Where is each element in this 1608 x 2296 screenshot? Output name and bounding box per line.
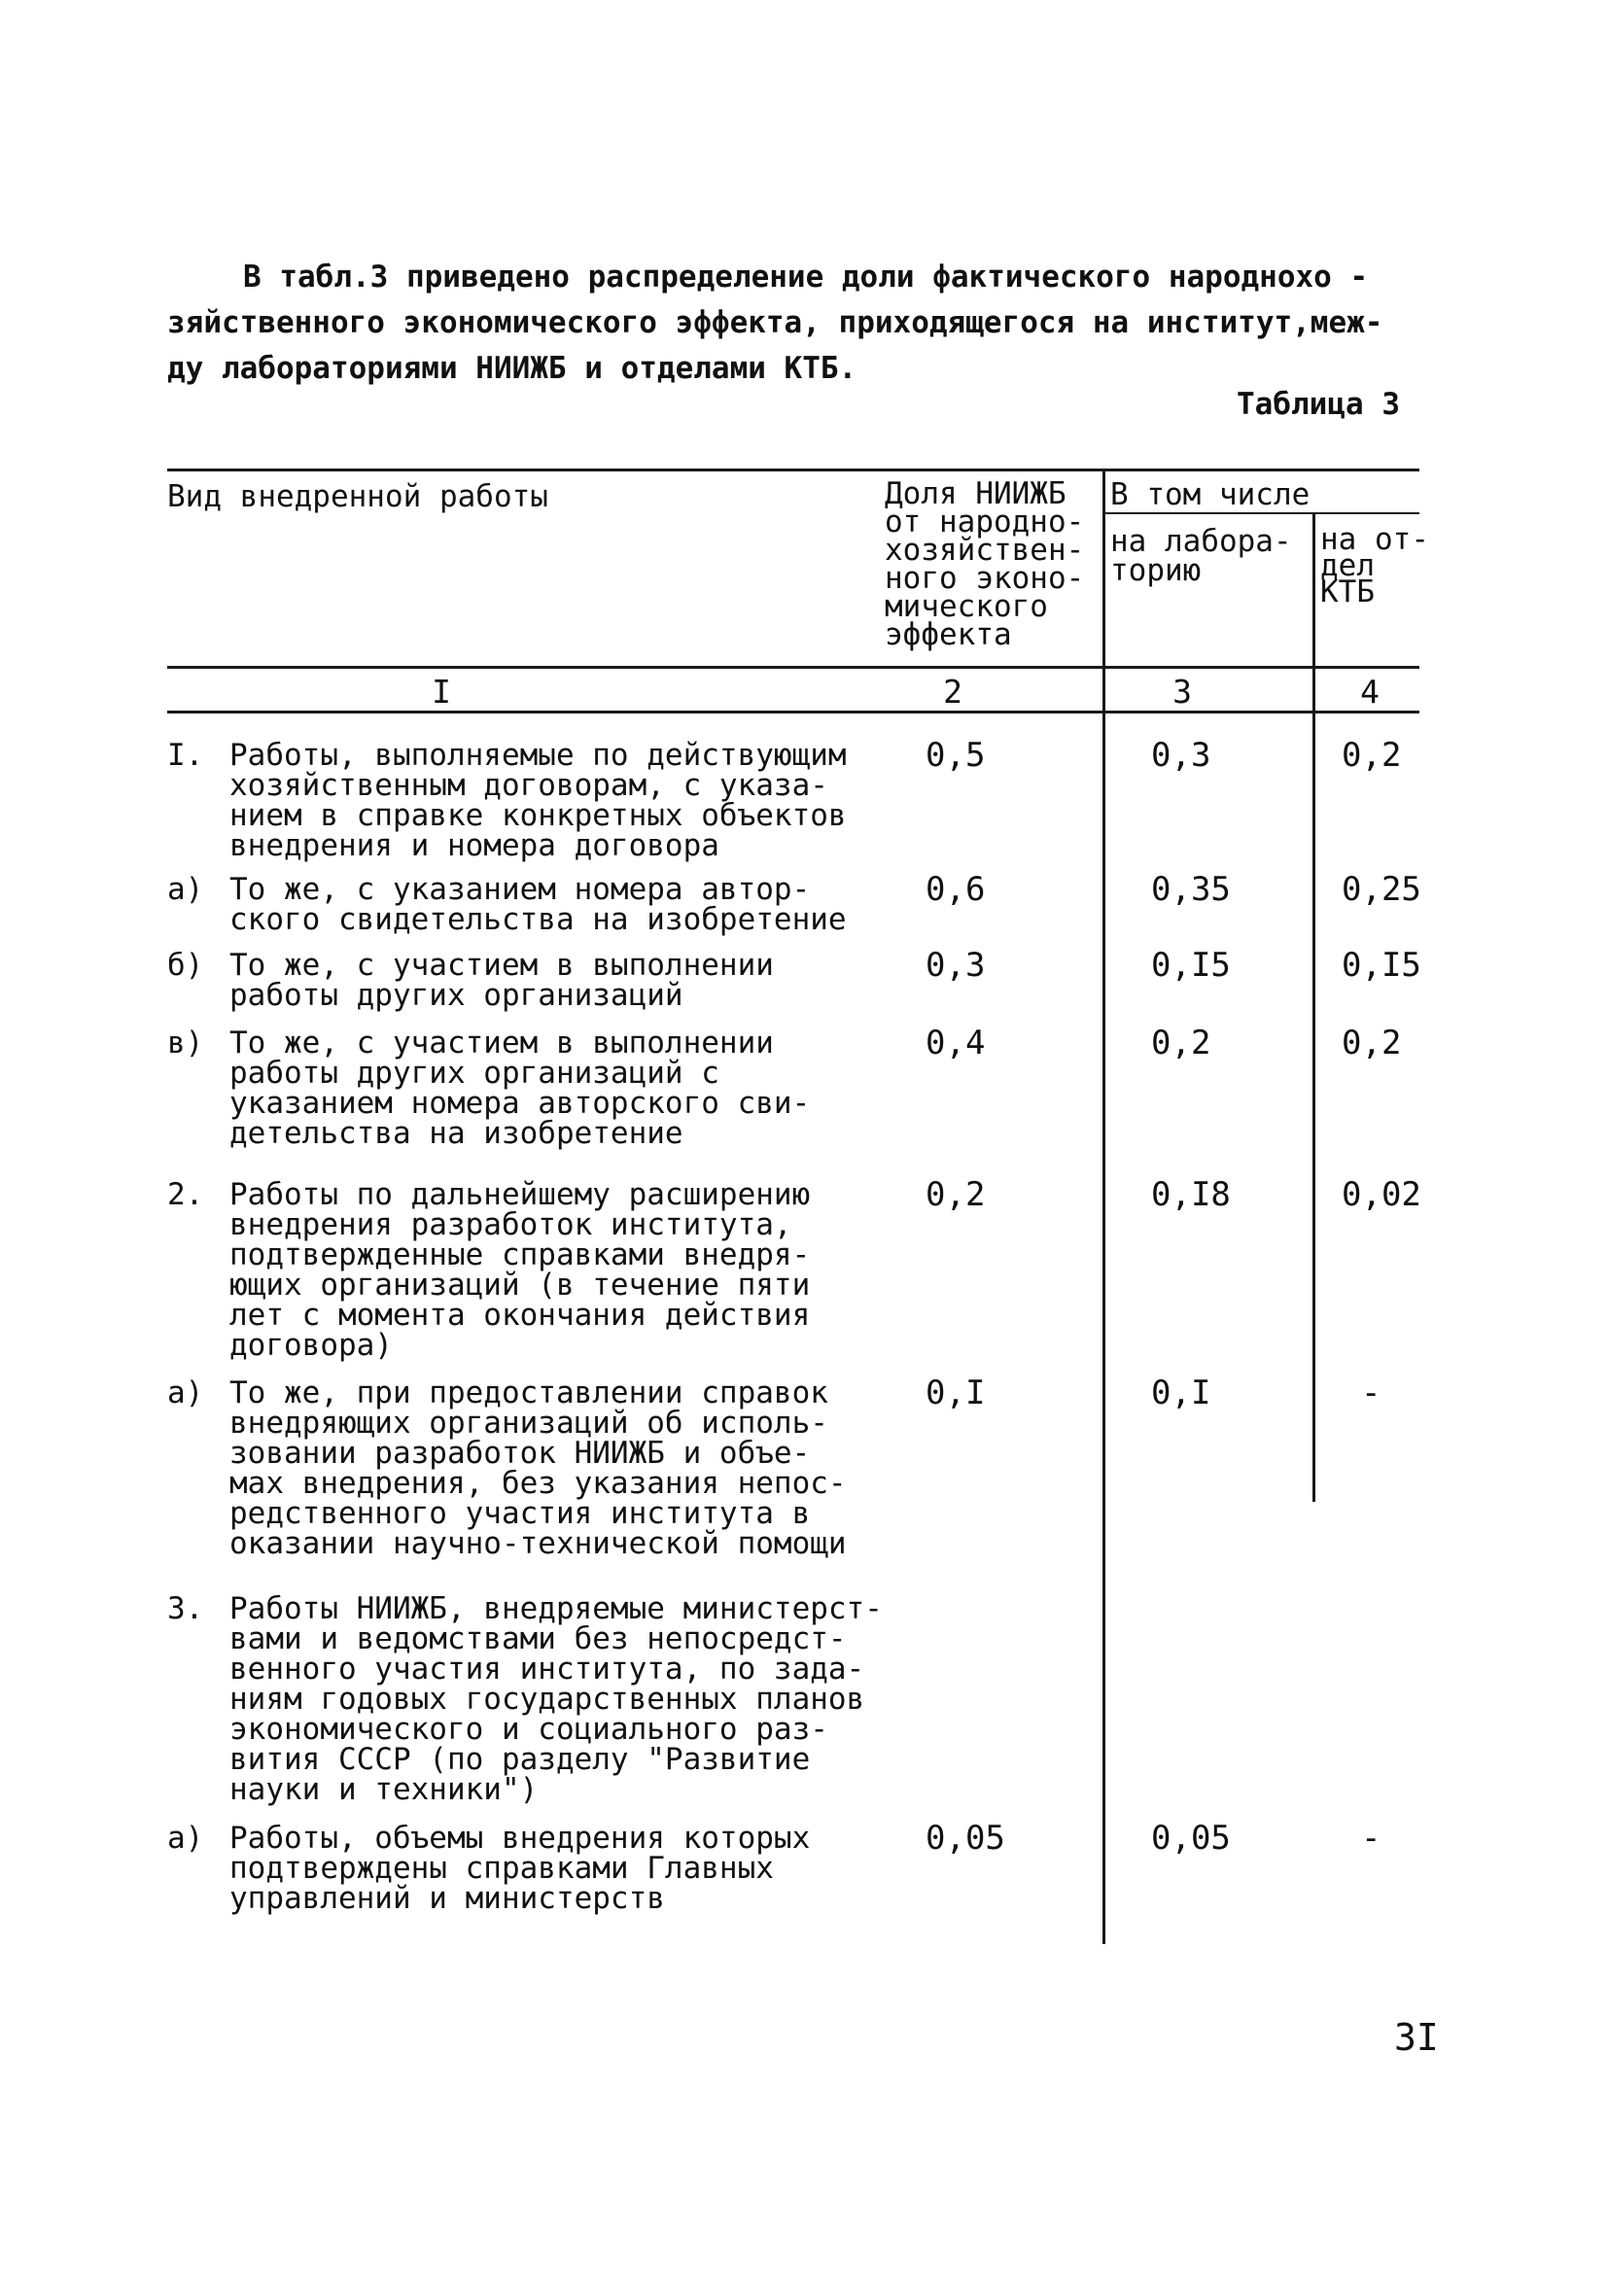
intro-line-2: зяйственного экономического эффекта, приходящегося на институт,меж- bbox=[167, 305, 1383, 340]
row-ktb-value: - bbox=[1361, 1374, 1381, 1412]
row-ktb-value: 0,2 bbox=[1342, 1024, 1402, 1062]
row-ktb-value: 0,I5 bbox=[1342, 946, 1421, 985]
row-marker: б) bbox=[167, 948, 204, 983]
row-marker: I. bbox=[167, 738, 204, 773]
column-number-3: 3 bbox=[1172, 673, 1192, 711]
row-description: То же, с участием в выполнении работы других организаций bbox=[229, 948, 774, 1013]
header-ktb: на от- дел КТБ bbox=[1320, 522, 1429, 609]
row-lab-value: 0,3 bbox=[1151, 736, 1211, 775]
row-share-value: 0,I bbox=[926, 1374, 986, 1412]
header-including: В том числе bbox=[1110, 477, 1311, 512]
row-share-value: 0,2 bbox=[926, 1175, 986, 1214]
group-header-rule bbox=[1102, 512, 1419, 514]
table-top-rule bbox=[167, 469, 1419, 471]
intro-line-3: ду лабораториями НИИЖБ и отделами КТБ. bbox=[167, 351, 857, 386]
row-description: Работы, объемы внедрения которых подтверждены справками Главных управлений и министерств bbox=[229, 1821, 811, 1916]
row-lab-value: 0,I5 bbox=[1151, 946, 1231, 985]
row-description: Работы по дальнейшему расширению внедрения разработок института, подтвержденные справками внедря- ющих организаций (в течение пяти лет с момента окончания действия договора) bbox=[229, 1177, 811, 1363]
row-description: То же, при предоставлении справок внедряющих организаций об исполь- зовании разработок НИИЖБ и объе- мах внедрения, без указания непос- редственного участия института в оказании научно-технической помощи bbox=[229, 1375, 847, 1561]
intro-line-1: В табл.3 приведено распределение доли фактического народнохо - bbox=[243, 260, 1369, 295]
row-description: Работы НИИЖБ, внедряемые министерст- вами и ведомствами без непосредст- венного участия института, по зада- ниям годовых государственных планов экономического и социального раз- вития СССР (по разделу "Развитие науки и техники") bbox=[229, 1591, 883, 1807]
row-marker: 3. bbox=[167, 1591, 204, 1626]
row-ktb-value: 0,02 bbox=[1342, 1175, 1421, 1214]
row-lab-value: 0,2 bbox=[1151, 1024, 1211, 1062]
column-number-2: 2 bbox=[943, 673, 962, 711]
row-marker: а) bbox=[167, 872, 204, 907]
row-ktb-value: 0,2 bbox=[1342, 736, 1402, 775]
row-share-value: 0,4 bbox=[926, 1024, 986, 1062]
row-marker: 2. bbox=[167, 1177, 204, 1212]
row-lab-value: 0,35 bbox=[1151, 870, 1231, 909]
row-ktb-value: 0,25 bbox=[1342, 870, 1421, 909]
table-label: Таблица 3 bbox=[1237, 387, 1400, 422]
row-marker: а) bbox=[167, 1821, 204, 1856]
row-marker: в) bbox=[167, 1026, 204, 1061]
row-lab-value: 0,I8 bbox=[1151, 1175, 1231, 1214]
row-share-value: 0,6 bbox=[926, 870, 986, 909]
header-bottom-rule bbox=[167, 666, 1419, 669]
row-ktb-value: - bbox=[1361, 1819, 1381, 1858]
numbers-bottom-rule bbox=[167, 711, 1419, 713]
intro-paragraph bbox=[167, 255, 1431, 392]
column-number-1: I bbox=[432, 673, 451, 711]
row-share-value: 0,5 bbox=[926, 736, 986, 775]
column-number-4: 4 bbox=[1360, 673, 1380, 711]
row-share-value: 0,3 bbox=[926, 946, 986, 985]
header-niizhb-share: Доля НИИЖБ от народно- хозяйствен- ного эконо- мического эффекта bbox=[885, 476, 1085, 652]
header-work-type: Вид внедренной работы bbox=[167, 479, 548, 514]
row-description: Работы, выполняемые по действующим хозяйственным договорам, с указа- нием в справке конкретных объектов внедрения и номера договора bbox=[229, 738, 847, 863]
row-description: То же, с указанием номера автор- ского свидетельства на изобретение bbox=[229, 872, 847, 937]
table-vertical-rule-2 bbox=[1312, 512, 1315, 1502]
row-share-value: 0,05 bbox=[926, 1819, 1005, 1858]
table-vertical-rule-1 bbox=[1102, 469, 1105, 1944]
row-lab-value: 0,I bbox=[1151, 1374, 1211, 1412]
row-lab-value: 0,05 bbox=[1151, 1819, 1231, 1858]
row-description: То же, с участием в выполнении работы других организаций с указанием номера авторского сви- детельства на изобретение bbox=[229, 1026, 811, 1151]
page-number: 3I bbox=[1394, 2016, 1439, 2059]
header-lab: на лабора- торию bbox=[1110, 524, 1292, 588]
row-marker: а) bbox=[167, 1375, 204, 1410]
